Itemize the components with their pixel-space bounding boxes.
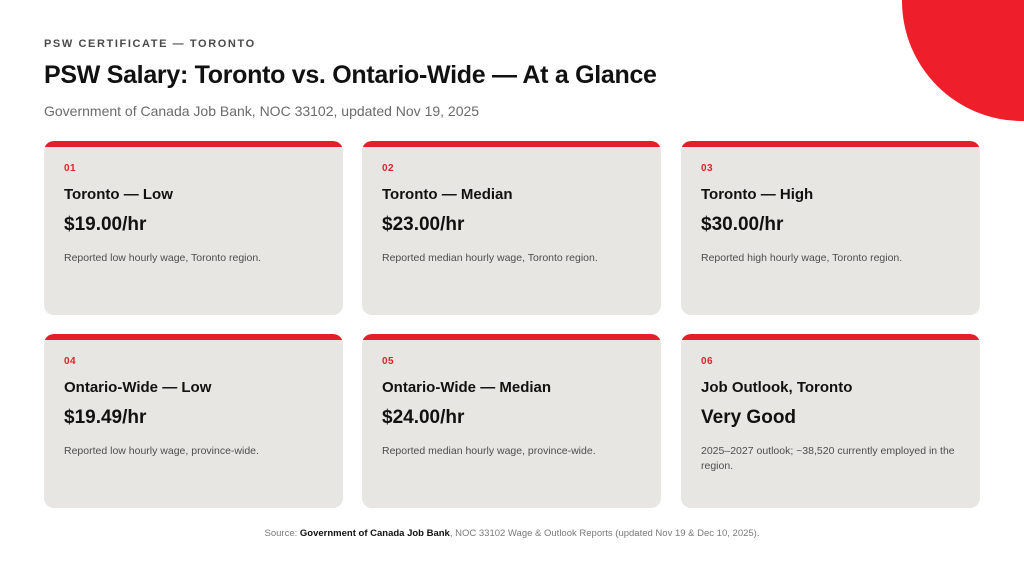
- card-accent-bar: [362, 334, 661, 340]
- stat-card-ontario-low: [44, 334, 343, 508]
- stat-card-toronto-high: [681, 141, 980, 315]
- card-description: Reported low hourly wage, province-wide.: [64, 445, 259, 457]
- corner-accent-shape: [902, 0, 1024, 121]
- card-value: $19.00/hr: [64, 214, 147, 235]
- source-note: [0, 528, 1024, 539]
- card-accent-bar: [44, 141, 343, 147]
- card-accent-bar: [681, 141, 980, 147]
- source-prefix: Source:: [264, 528, 300, 539]
- page-subtitle: Government of Canada Job Bank, NOC 33102, updated Nov 19, 2025: [44, 103, 480, 119]
- stat-card-toronto-low: [44, 141, 343, 315]
- card-label: Ontario-Wide — Median: [382, 379, 552, 396]
- card-accent-bar: [362, 141, 661, 147]
- card-value: Very Good: [701, 407, 797, 428]
- stat-card-ontario-median: [362, 334, 661, 508]
- card-label: Toronto — Low: [64, 186, 173, 203]
- stat-card-job-outlook: [681, 334, 980, 508]
- card-value: $19.49/hr: [64, 407, 147, 428]
- card-number: 02: [382, 163, 395, 174]
- card-description: Reported median hourly wage, Toronto region.: [382, 252, 598, 264]
- card-value: $30.00/hr: [701, 214, 784, 235]
- card-label: Job Outlook, Toronto: [701, 379, 853, 396]
- source-name: Government of Canada Job Bank: [299, 528, 450, 539]
- card-description: Reported high hourly wage, Toronto region.: [701, 252, 903, 264]
- card-description: Reported median hourly wage, province-wide.: [382, 445, 596, 457]
- source-details: , NOC 33102 Wage & Outlook Reports (updated Nov 19 & Dec 10, 2025).: [449, 528, 760, 539]
- card-accent-bar: [681, 334, 980, 340]
- card-number: 01: [64, 163, 77, 174]
- card-label: Toronto — Median: [382, 186, 513, 203]
- stat-card-toronto-median: [362, 141, 661, 315]
- card-number: 04: [64, 356, 77, 367]
- card-number: 03: [701, 163, 714, 174]
- card-label: Ontario-Wide — Low: [64, 379, 212, 396]
- card-accent-bar: [44, 334, 343, 340]
- eyebrow-label: PSW CERTIFICATE — TORONTO: [44, 38, 256, 50]
- card-number: 06: [701, 356, 714, 367]
- card-number: 05: [382, 356, 395, 367]
- page-title: PSW Salary: Toronto vs. Ontario-Wide — At a Glance: [44, 61, 657, 89]
- card-description: Reported low hourly wage, Toronto region.: [64, 252, 262, 264]
- card-value: $24.00/hr: [382, 407, 465, 428]
- card-value: $23.00/hr: [382, 214, 465, 235]
- card-description: 2025–2027 outlook; ~38,520 currently employed in the region.: [701, 445, 955, 472]
- card-label: Toronto — High: [701, 186, 814, 203]
